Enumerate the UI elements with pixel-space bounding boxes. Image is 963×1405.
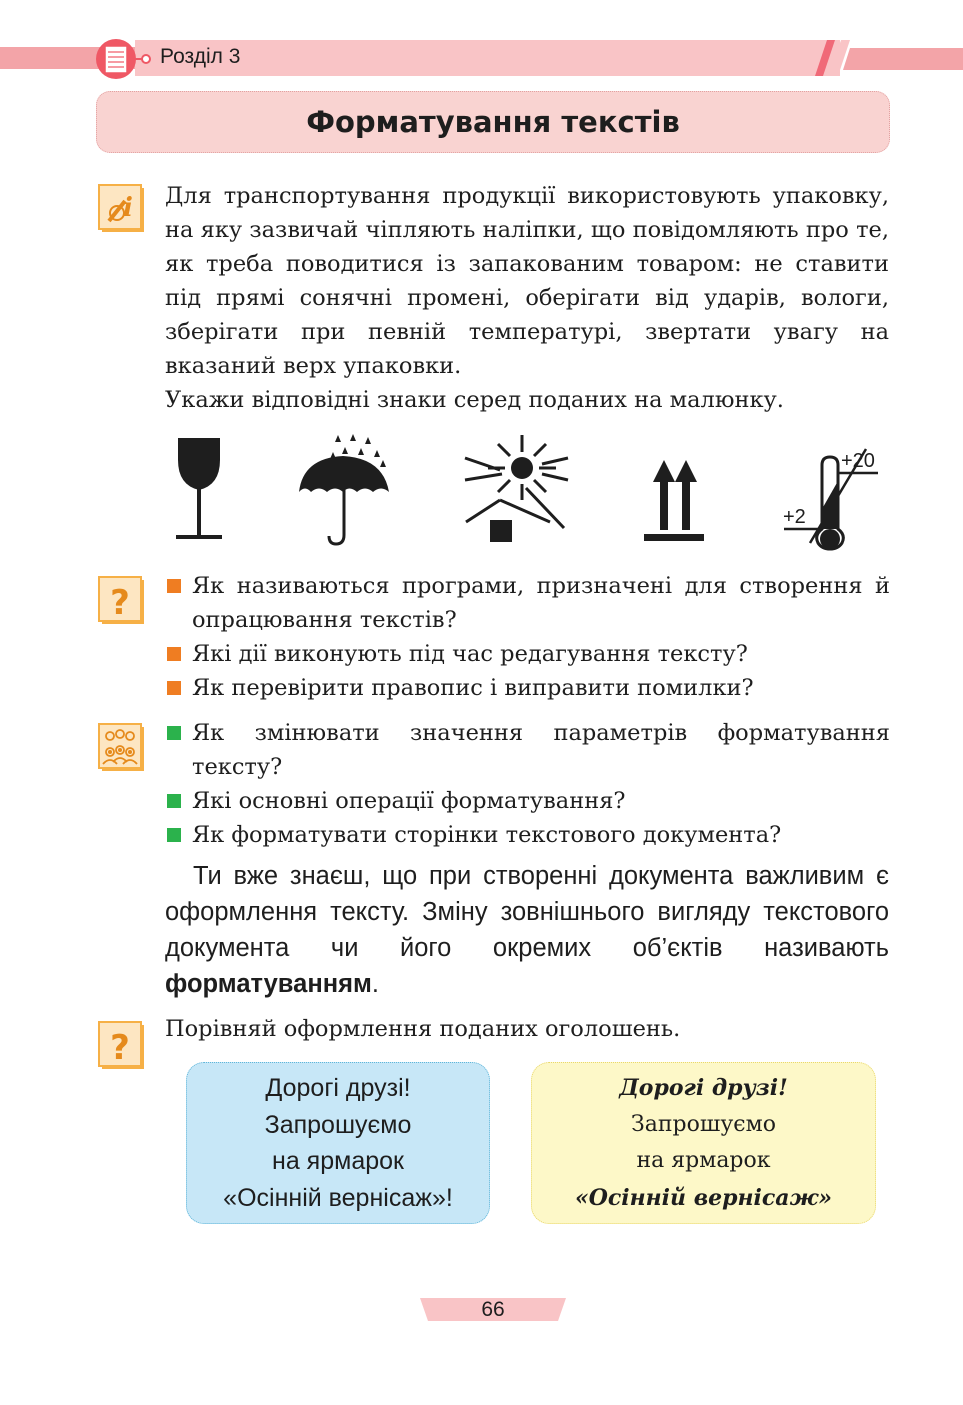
info-pencil-icon	[97, 183, 147, 235]
keep-away-from-sun-icon	[460, 430, 575, 550]
announcement-line: Запрошуємо	[631, 1111, 776, 1137]
temp-low-label: +2	[783, 506, 806, 528]
announcement-line: Дорогі друзі!	[265, 1074, 411, 1102]
definition-text: Ти вже знаєш, що при створенні документа важливим є оформлення тексту. Зміну зовнішнього вигляду текстового документа чи його окремих об’єктів називають	[165, 862, 889, 962]
announcement-line: «Осінній вернісаж»!	[223, 1183, 453, 1212]
intro-task: Укажи відповідні знаки серед поданих на малюнку.	[165, 387, 784, 413]
compare-task: Порівняй оформлення поданих оголошень.	[165, 1016, 681, 1042]
svg-text:i: i	[123, 193, 133, 223]
intro-paragraph	[165, 179, 889, 417]
temp-high-label: +20	[841, 450, 875, 472]
announcement-line: «Осінній вернісаж»	[574, 1184, 833, 1211]
announcement-line: на ярмарок	[636, 1148, 771, 1173]
question-text: Як перевірити правопис і виправити помилки?	[192, 675, 754, 701]
list-item	[165, 569, 890, 637]
green-bullet	[167, 828, 181, 842]
title-box	[96, 91, 890, 153]
goals-list	[165, 716, 890, 852]
announcement-line: Дорогі друзі!	[619, 1075, 788, 1101]
svg-text:?: ?	[110, 1028, 130, 1068]
this-side-up-icon	[640, 430, 710, 550]
header-band	[135, 40, 840, 76]
formatted-announcement	[531, 1062, 876, 1224]
header-band-right	[815, 40, 963, 76]
page-number: 66	[481, 1298, 505, 1321]
questions-list	[165, 569, 890, 705]
list-item	[165, 784, 890, 818]
definition-end: .	[371, 970, 379, 998]
question-text: Як називаються програми, призначені для створення й опрацювання текстів?	[192, 573, 890, 633]
book-icon	[94, 38, 156, 80]
orange-bullet	[167, 681, 181, 695]
fragile-glass-icon	[170, 430, 230, 550]
question-icon	[97, 1020, 147, 1072]
section-label: Розділ 3	[160, 45, 241, 68]
question-text: Які дії виконують під час редагування тексту?	[192, 641, 748, 667]
definition-term: форматуванням	[165, 970, 372, 998]
announcement-line: Запрошуємо	[264, 1110, 412, 1139]
temperature-limit-icon	[780, 440, 880, 560]
list-item	[165, 637, 890, 671]
page-title: Форматування текстів	[306, 105, 680, 139]
svg-text:?: ?	[110, 583, 130, 623]
definition-paragraph	[165, 858, 889, 1002]
goal-text: Як форматувати сторінки текстового документа?	[192, 822, 782, 848]
green-bullet	[167, 794, 181, 808]
group-discussion-icon	[97, 722, 147, 774]
list-item	[165, 671, 890, 705]
plain-announcement	[186, 1062, 490, 1224]
question-icon	[97, 575, 147, 627]
goal-text: Які основні операції форматування?	[192, 788, 626, 814]
goal-text: Як змінювати значення параметрів форматування тексту?	[192, 720, 890, 780]
intro-text: Для транспортування продукції використовують упаковку, на яку зазвичай чіпляють наліпки, що повідомляють про те, як треба поводитися із запакованим товаром: не ставити під прямі сонячні промені, оберігати від ударів, вологи, зберігати при певній температурі, звертати увагу на вказаний верх упаковки.	[165, 183, 889, 379]
list-item	[165, 716, 890, 784]
announcement-line: на ярмарок	[272, 1147, 404, 1175]
list-item	[165, 818, 890, 852]
orange-bullet	[167, 647, 181, 661]
green-bullet	[167, 726, 181, 740]
orange-bullet	[167, 579, 181, 593]
keep-dry-umbrella-icon	[293, 430, 393, 550]
